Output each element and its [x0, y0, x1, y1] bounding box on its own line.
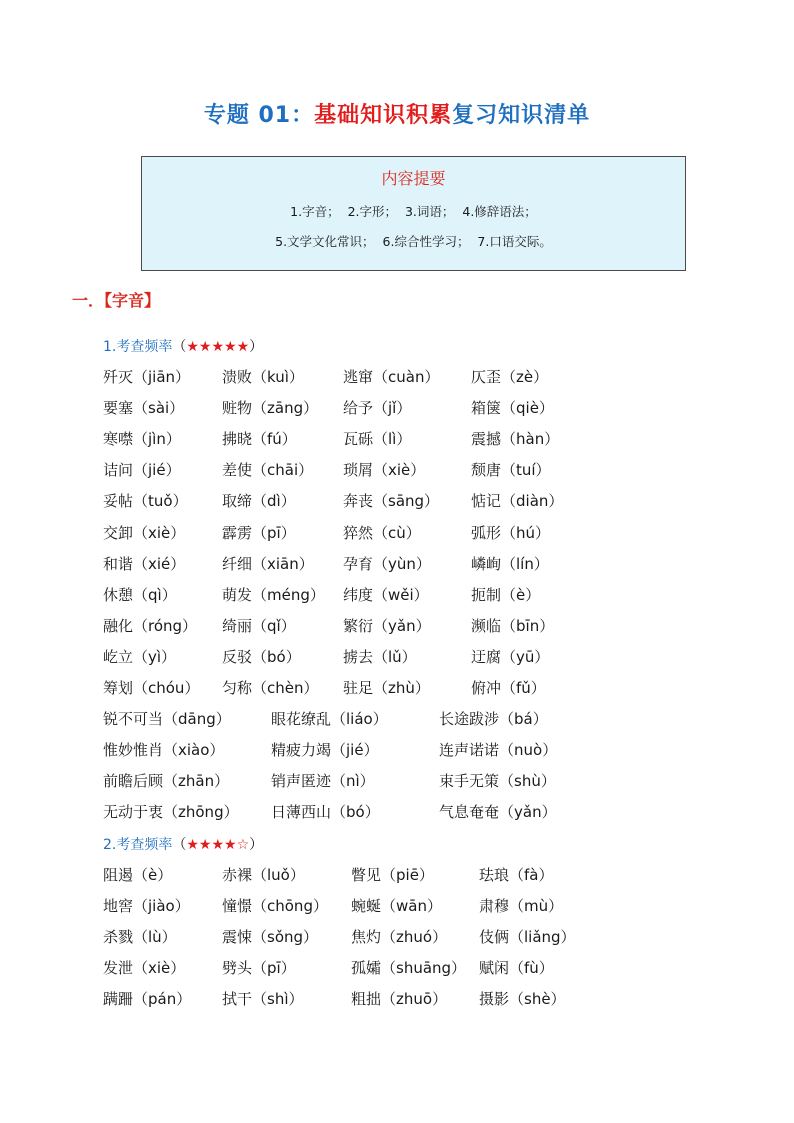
frequency-heading-1: [103, 336, 263, 356]
word-entry: 琐屑（xiè）: [343, 461, 426, 480]
word-entry: 要塞（sài）: [103, 399, 185, 418]
word-entry: 眼花缭乱（liáo）: [271, 710, 388, 728]
word-entry: 颓唐（tuí）: [471, 461, 551, 480]
word-entry: 憧憬（chōng）: [222, 897, 328, 916]
word-entry: 长途跋涉（bá）: [439, 710, 548, 728]
word-entry: 赋闲（fù）: [479, 959, 554, 978]
word-entry: 纤细（xiān）: [222, 554, 314, 573]
word-entry: 蜿蜒（wān）: [351, 897, 442, 916]
word-entry: 给予（jǐ）: [343, 399, 412, 418]
word-entry: 赤裸（luǒ）: [222, 866, 305, 884]
word-entry: 蹒跚（pán）: [103, 990, 192, 1009]
word-entry: 溃败（kuì）: [222, 368, 304, 386]
paren-open: （: [172, 339, 187, 355]
word-entry: 屹立（yì）: [103, 647, 177, 666]
word-entry: 销声匿迹（nì）: [271, 772, 375, 791]
word-entry: 和谐（xié）: [103, 554, 186, 573]
title-suffix: 复习知识清单: [452, 103, 591, 128]
word-entry: 束手无策（shù）: [439, 772, 556, 791]
word-entry: 交卸（xiè）: [103, 523, 186, 542]
word-entry: 惟妙惟肖（xiào）: [103, 741, 225, 760]
frequency-label: 2.考查频率: [103, 837, 173, 853]
word-entry: 劈头（pī）: [222, 959, 296, 978]
word-entry: 繁衍（yǎn）: [343, 616, 431, 635]
word-entry: 前瞻后顾（zhān）: [103, 772, 230, 791]
word-entry: 孕育（yùn）: [343, 554, 431, 573]
word-entry: 孤孀（shuāng）: [351, 959, 467, 978]
word-entry: 震悚（sǒng）: [222, 928, 319, 947]
word-entry: 妥帖（tuǒ）: [103, 492, 188, 511]
summary-heading: 内容提要: [381, 169, 446, 188]
word-entry: 焦灼（zhuó）: [351, 928, 448, 947]
word-entry: 纬度（wěi）: [343, 585, 429, 604]
word-entry: 地窖（jiào）: [103, 897, 190, 916]
word-entry: 无动于衷（zhōng）: [103, 803, 239, 822]
word-entry: 震撼（hàn）: [471, 430, 560, 449]
word-entry: 筹划（chóu）: [103, 679, 200, 697]
star-rating-icon: ★★★★★: [186, 339, 250, 355]
word-entry: 差使（chāi）: [222, 461, 314, 480]
word-entry: 濒临（bīn）: [471, 616, 555, 635]
word-entry: 瞥见（piē）: [351, 866, 434, 884]
title-prefix: 专题 01：: [203, 103, 315, 128]
word-entry: 阻遏（è）: [103, 866, 173, 884]
word-entry: 珐琅（fà）: [479, 866, 554, 884]
word-entry: 奔丧（sāng）: [343, 492, 440, 511]
word-entry: 寒噤（jìn）: [103, 430, 181, 449]
word-entry: 萌发（méng）: [222, 585, 325, 604]
star-rating-icon: ★★★★☆: [186, 837, 250, 853]
word-entry: 气息奄奄（yǎn）: [439, 803, 557, 822]
word-entry: 嶙峋（lín）: [471, 554, 549, 573]
word-entry: 杀戮（lù）: [103, 928, 177, 947]
page-title: [0, 98, 794, 129]
word-entry: 逃窜（cuàn）: [343, 368, 440, 386]
word-entry: 俯冲（fǔ）: [471, 679, 546, 697]
word-entry: 连声诺诺（nuò）: [439, 741, 558, 760]
title-highlight: 基础知识积累: [314, 103, 453, 128]
word-entry: 摄影（shè）: [479, 990, 566, 1009]
word-entry: 箱箧（qiè）: [471, 399, 554, 418]
word-entry: 拂晓（fú）: [222, 430, 297, 449]
summary-line-1: 1.字音； 2.字形； 3.词语； 4.修辞语法；: [290, 204, 537, 219]
section-heading-ziyin: 一．【字音】: [72, 291, 161, 310]
paren-close: ）: [249, 339, 264, 355]
word-entry: 霹雳（pī）: [222, 523, 296, 542]
paren-close: ）: [249, 837, 264, 853]
word-entry: 伎俩（liǎng）: [479, 928, 576, 947]
word-entry: 粗拙（zhuō）: [351, 990, 448, 1009]
summary-box: [141, 156, 686, 271]
frequency-heading-2: [103, 834, 263, 854]
word-entry: 掳去（lǔ）: [343, 647, 417, 666]
word-entry: 赃物（zāng）: [222, 399, 319, 418]
word-entry: 驻足（zhù）: [343, 679, 430, 697]
word-entry: 惦记（diàn）: [471, 492, 564, 511]
word-entry: 诘问（jié）: [103, 461, 181, 480]
paren-open: （: [172, 837, 187, 853]
word-entry: 反驳（bó）: [222, 647, 301, 666]
word-entry: 取缔（dì）: [222, 492, 296, 511]
word-entry: 锐不可当（dāng）: [103, 710, 231, 728]
word-entry: 匀称（chèn）: [222, 679, 319, 697]
word-entry: 日薄西山（bó）: [271, 803, 380, 822]
word-entry: 仄歪（zè）: [471, 368, 549, 386]
word-entry: 休憩（qì）: [103, 585, 177, 604]
word-entry: 歼灭（jiān）: [103, 368, 191, 386]
word-entry: 迂腐（yū）: [471, 647, 550, 666]
summary-line-2: 5.文学文化常识； 6.综合性学习； 7.口语交际。: [275, 234, 552, 249]
word-entry: 扼制（è）: [471, 585, 541, 604]
word-entry: 发泄（xiè）: [103, 959, 186, 978]
word-entry: 拭干（shì）: [222, 990, 304, 1009]
word-entry: 肃穆（mù）: [479, 897, 564, 916]
word-entry: 融化（róng）: [103, 616, 198, 635]
word-entry: 精疲力竭（jié）: [271, 741, 379, 760]
word-entry: 绮丽（qǐ）: [222, 616, 296, 635]
word-entry: 弧形（hú）: [471, 523, 551, 542]
frequency-label: 1.考查频率: [103, 339, 173, 355]
word-entry: 猝然（cù）: [343, 523, 421, 542]
word-entry: 瓦砾（lì）: [343, 430, 412, 449]
